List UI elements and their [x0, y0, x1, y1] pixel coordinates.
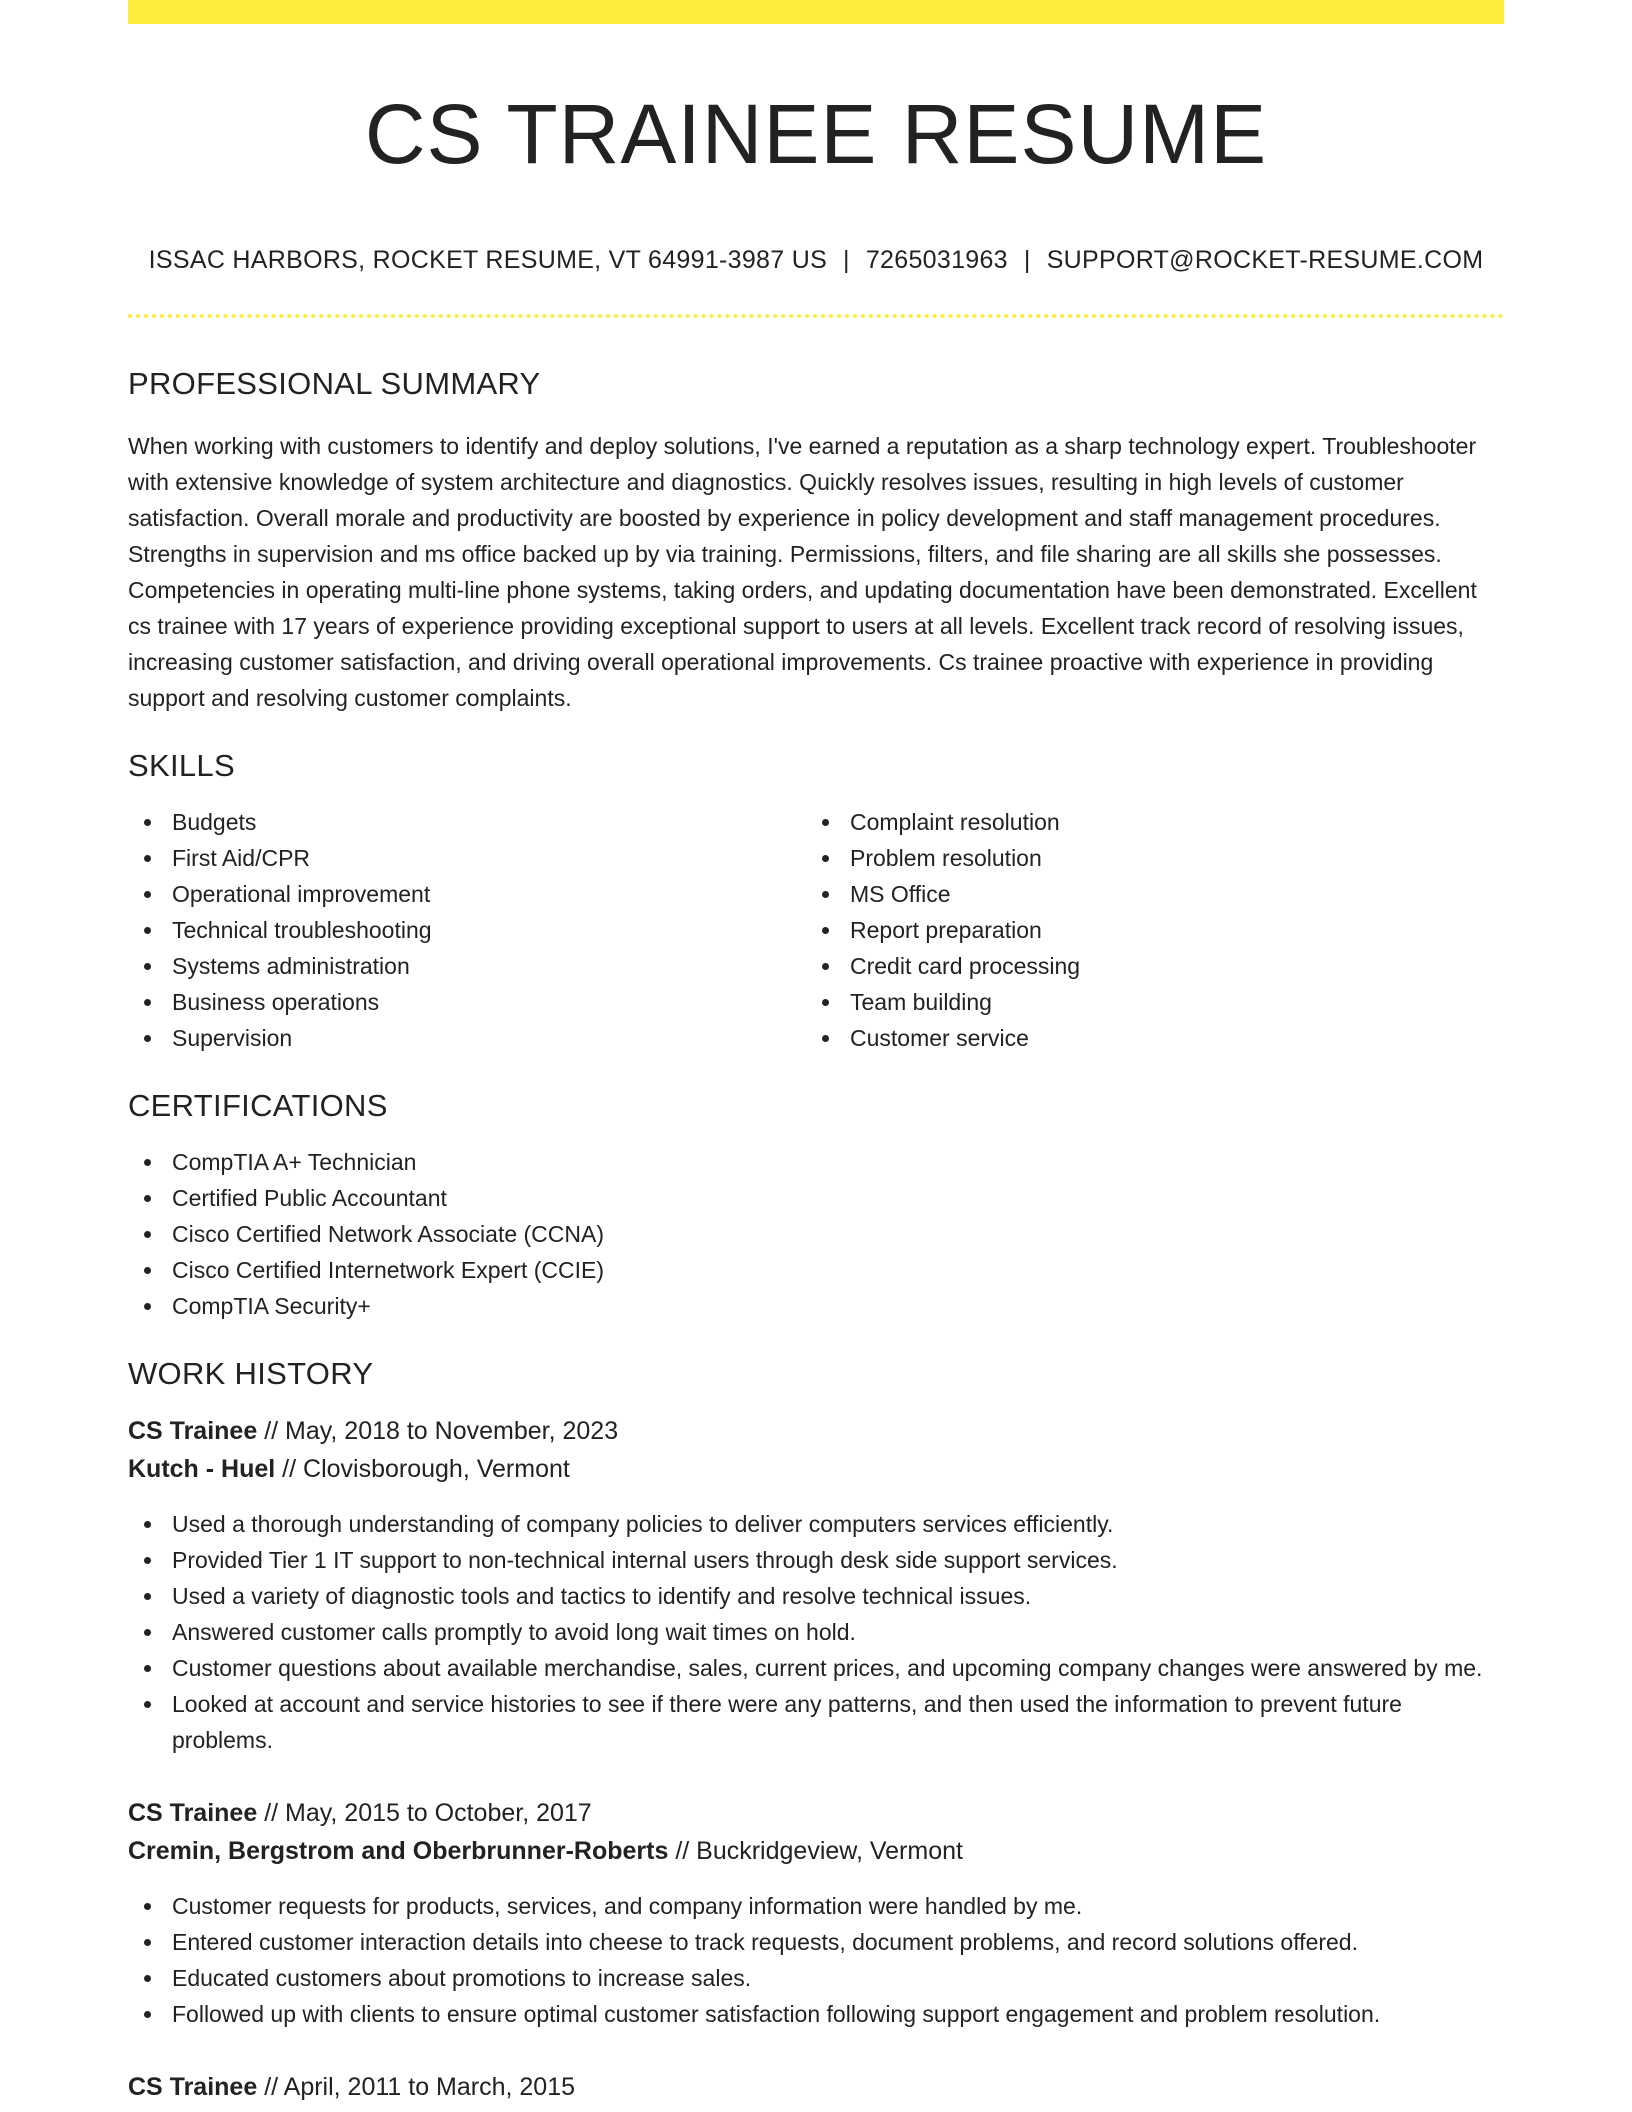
job-company-line	[128, 1832, 1504, 1870]
job-title-line	[128, 1794, 1504, 1832]
job-title-line	[128, 1412, 1504, 1450]
job-entry	[128, 1794, 1504, 2032]
job-title: CS Trainee	[128, 1799, 258, 1827]
skill-item: Technical troubleshooting	[128, 912, 806, 948]
job-location: // Buckridgeview, Vermont	[675, 1837, 963, 1865]
skill-item: Complaint resolution	[806, 804, 1484, 840]
job-dates: // May, 2015 to October, 2017	[264, 1799, 592, 1827]
certification-item: CompTIA A+ Technician	[128, 1144, 1504, 1180]
job-dates: // April, 2011 to March, 2015	[264, 2073, 576, 2101]
summary-text: When working with customers to identify and deploy solutions, I've earned a reputation as a sharp technology expert. Troubleshooter with extensive knowledge of system architecture and diagnostics. Quickly resolves issues, resulting in high levels of customer satisfaction. Overall morale and productivity are boosted by experience in policy development and staff management procedures. Strengths in supervision and ms office backed up by via training. Permissions, filters, and file sharing are all skills she possesses. Competencies in operating multi-line phone systems, taking orders, and updating documentation have been demonstrated. Excellent cs trainee with 17 years of experience providing exceptional support to users at all levels. Excellent track record of resolving issues, increasing customer satisfaction, and driving overall operational improvements. Cs trainee proactive with experience in providing support and resolving customer complaints.	[128, 433, 1477, 711]
accent-top-bar	[128, 0, 1504, 24]
job-bullet: Customer questions about available merchandise, sales, current prices, and upcoming company changes were answered by me.	[128, 1650, 1504, 1686]
skill-item: Supervision	[128, 1020, 806, 1056]
job-title: CS Trainee	[128, 1417, 258, 1445]
dotted-divider	[128, 314, 1504, 318]
skills-columns	[128, 804, 1504, 1056]
job-bullet: Answered customer calls promptly to avoid long wait times on hold.	[128, 1614, 1504, 1650]
certification-item: Cisco Certified Network Associate (CCNA)	[128, 1216, 1504, 1252]
job-bullet: Used a variety of diagnostic tools and tactics to identify and resolve technical issues.	[128, 1578, 1504, 1614]
job-company: Kutch - Huel	[128, 1455, 276, 1483]
skills-right-list	[806, 804, 1484, 1056]
certifications-list	[128, 1144, 1504, 1324]
job-bullet: Educated customers about promotions to increase sales.	[128, 1960, 1504, 1996]
contact-separator: |	[843, 246, 850, 274]
certification-item: Cisco Certified Internetwork Expert (CCIE)	[128, 1252, 1504, 1288]
job-bullet-list	[128, 1506, 1504, 1758]
certification-item: Certified Public Accountant	[128, 1180, 1504, 1216]
job-bullet: Provided Tier 1 IT support to non-technical internal users through desk side support services.	[128, 1542, 1504, 1578]
resume-title: CS TRAINEE RESUME	[364, 87, 1268, 181]
job-dates: // May, 2018 to November, 2023	[264, 1417, 619, 1445]
job-entry	[128, 2068, 1504, 2106]
skill-item: Budgets	[128, 804, 806, 840]
contact-address: ISSAC HARBORS, ROCKET RESUME, VT 64991-3987 US	[148, 246, 828, 274]
job-bullet: Entered customer interaction details into cheese to track requests, document problems, and record solutions offered.	[128, 1924, 1504, 1960]
skills-heading: SKILLS	[128, 748, 235, 783]
job-company: Cremin, Bergstrom and Oberbrunner-Roberts	[128, 1837, 669, 1865]
skill-item: Report preparation	[806, 912, 1484, 948]
job-entry	[128, 1412, 1504, 1758]
resume-page	[128, 0, 1504, 2106]
job-location: // Clovisborough, Vermont	[282, 1455, 570, 1483]
skill-item: Systems administration	[128, 948, 806, 984]
job-bullet: Customer requests for products, services, and company information were handled by me.	[128, 1888, 1504, 1924]
skill-item: Business operations	[128, 984, 806, 1020]
skill-item: Credit card processing	[806, 948, 1484, 984]
contact-email: SUPPORT@ROCKET-RESUME.COM	[1046, 246, 1484, 274]
job-company-line	[128, 1450, 1504, 1488]
skill-item: First Aid/CPR	[128, 840, 806, 876]
skill-item: Customer service	[806, 1020, 1484, 1056]
skill-item: Operational improvement	[128, 876, 806, 912]
job-bullet: Looked at account and service histories to see if there were any patterns, and then used the information to prevent future problems.	[128, 1686, 1504, 1758]
skills-left-list	[128, 804, 806, 1056]
work-history-heading: WORK HISTORY	[128, 1356, 374, 1391]
skill-item: Problem resolution	[806, 840, 1484, 876]
skill-item: MS Office	[806, 876, 1484, 912]
certification-item: CompTIA Security+	[128, 1288, 1504, 1324]
job-bullet: Followed up with clients to ensure optimal customer satisfaction following support engagement and problem resolution.	[128, 1996, 1504, 2032]
job-title: CS Trainee	[128, 2073, 258, 2101]
skill-item: Team building	[806, 984, 1484, 1020]
certifications-heading: CERTIFICATIONS	[128, 1088, 388, 1123]
contact-separator: |	[1023, 246, 1031, 274]
contact-phone: 7265031963	[865, 246, 1008, 274]
job-bullet-list	[128, 1888, 1504, 2032]
contact-line	[128, 244, 1504, 276]
summary-heading: PROFESSIONAL SUMMARY	[128, 366, 541, 401]
job-title-line	[128, 2068, 1504, 2106]
job-bullet: Used a thorough understanding of company policies to deliver computers services efficiently.	[128, 1506, 1504, 1542]
